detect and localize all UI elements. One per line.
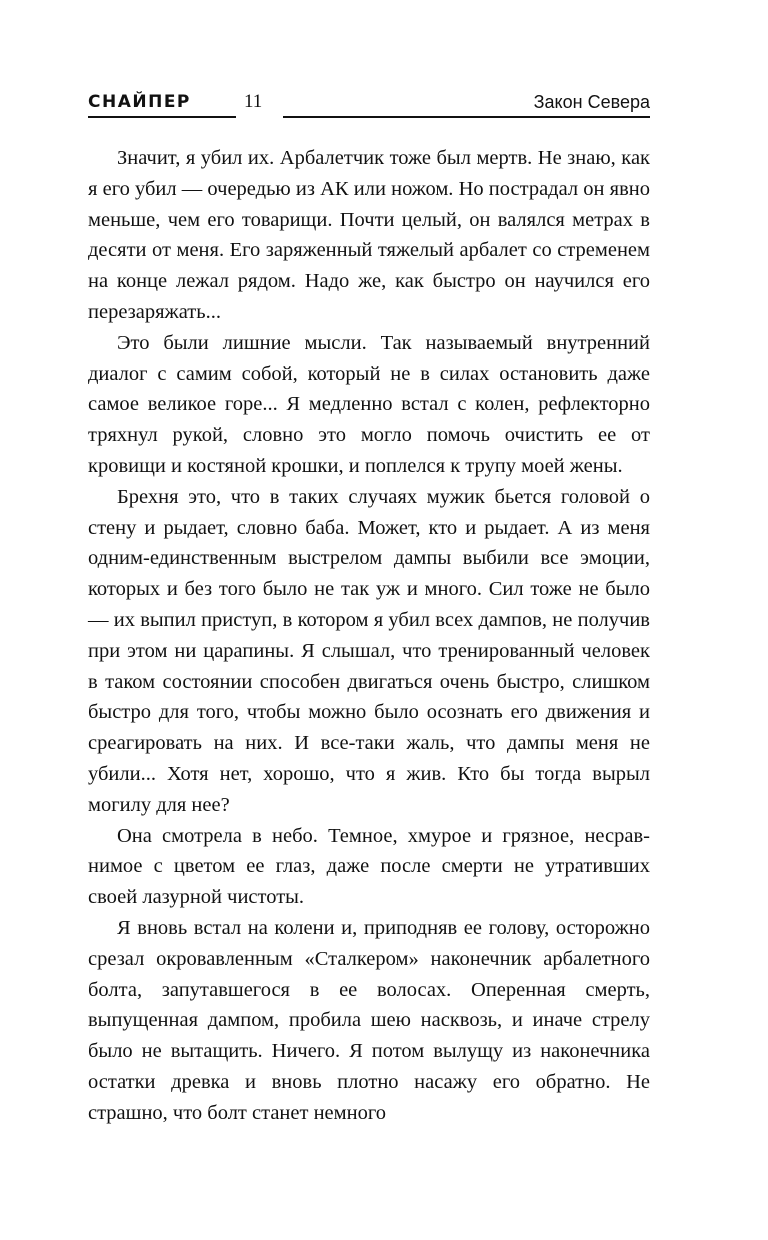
paragraph: Значит, я убил их. Арбалетчик тоже был мертв. Не знаю, как я его убил — очередью из АК или ножом. Но пострадал он явно меньше, чем его товарищи. Почти целый, он валялся метрах в десяти от меня. Его заряженный тяжелый арбалет со стременем на конце лежал рядом. Надо же, как быстро он научился его перезаряжать... <box>88 147 650 323</box>
paragraph: Я вновь встал на колени и, приподняв ее голову, осторожно срезал окровавленным «Сталкером» наконечник арбалетного болта, запутавшегося в ее волосах. Оперенная смерть, выпущенная дампом, пробила шею насквозь, и иначе стрелу было не вытащить. Ничего. Я потом вылущу из наконечника остатки древка и вновь плотно насажу его обратно. Не страшно, что болт станет немного <box>88 916 650 1124</box>
paragraph: Это были лишние мысли. Так называемый внутренний диалог с самим собой, который не в силах остановить даже самое великое горе... Я медленно встал с колен, рефлекторно тряхнул рукой, словно это могло помочь очистить ее от кровищи и костяной крошки, и поплелся к трупу моей жены. <box>88 331 650 477</box>
paragraph: Она смотрела в небо. Темное, хмурое и грязное, несравнимое с цветом ее глаз, даже после смерти не утративших своей лазурной чистоты. <box>88 824 650 909</box>
series-underline <box>88 116 236 118</box>
body-text <box>88 143 650 1129</box>
page-number: 11 <box>244 91 263 112</box>
series-title: СНАЙПЕР <box>88 92 191 112</box>
paragraph: Брехня это, что в таких случаях мужик бьется головой о стену и рыдает, словно баба. Может, кто и рыдает. А из меня одним-единственным выстрелом дампы выбили все эмоции, которых и без того было не так уж и много. Сил тоже не было — их выпил приступ, в котором я убил всех дампов, не получив при этом ни царапины. Я слышал, что тренированный человек в таком состоянии способен двигаться очень быстро, слишком быстро для того, чтобы можно было осознать его движения и среагировать на них. И все-таки жаль, что дампы меня не убили... Хотя нет, хорошо, что я жив. Кто бы тогда вырыл могилу для нее? <box>88 485 650 816</box>
running-header <box>88 90 650 124</box>
book-title: Закон Севера <box>533 92 650 112</box>
title-underline <box>283 116 650 118</box>
